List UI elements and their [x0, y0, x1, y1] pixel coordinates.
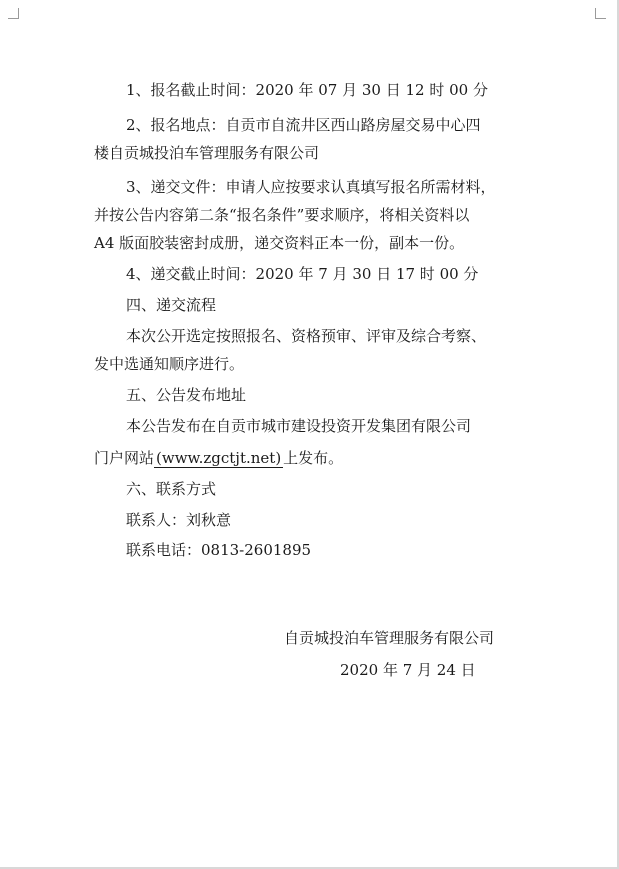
item-3-documents-line-3: A4 版面胶装密封成册，递交资料正本一份，副本一份。 — [94, 234, 465, 252]
contact-person: 联系人：刘秋意 — [126, 511, 232, 529]
signature-date: 2020 年 7 月 24 日 — [340, 661, 476, 679]
item-2-location-line-1: 2、报名地点：自贡市自流井区西山路房屋交易中心四 — [126, 116, 481, 134]
section-6-heading: 六、联系方式 — [126, 480, 217, 498]
section-4-heading: 四、递交流程 — [126, 296, 217, 314]
signature-company: 自贡城投泊车管理服务有限公司 — [284, 629, 495, 647]
item-3-documents-line-2: 并按公告内容第二条“报名条件”要求顺序，将相关资料以 — [94, 206, 470, 224]
section-4-text-line-2: 发中选通知顺序进行。 — [94, 355, 245, 373]
item-3-documents-line-1: 3、递交文件：申请人应按要求认真填写报名所需材料， — [126, 178, 496, 196]
section-4-text-line-1: 本次公开选定按照报名、资格预审、评审及综合考察、 — [126, 327, 487, 345]
contact-phone: 联系电话：0813-2601895 — [126, 541, 312, 559]
website-prefix: 门户网站 — [94, 449, 155, 467]
section-5-text-line-2 — [94, 448, 343, 468]
website-url-link[interactable]: (www.zgctjt.net) — [156, 449, 282, 467]
item-2-location-line-2: 楼自贡城投泊车管理服务有限公司 — [94, 144, 320, 162]
item-1-deadline: 1、报名截止时间：2020 年 07 月 30 日 12 时 00 分 — [126, 81, 488, 99]
crop-mark-top-right — [595, 8, 606, 19]
section-5-heading: 五、公告发布地址 — [126, 386, 247, 404]
website-suffix: 上发布。 — [283, 449, 344, 467]
item-4-submission-deadline: 4、递交截止时间：2020 年 7 月 30 日 17 时 00 分 — [126, 265, 479, 283]
section-5-text-line-1: 本公告发布在自贡市城市建设投资开发集团有限公司 — [126, 417, 472, 435]
crop-mark-top-left — [8, 8, 19, 19]
